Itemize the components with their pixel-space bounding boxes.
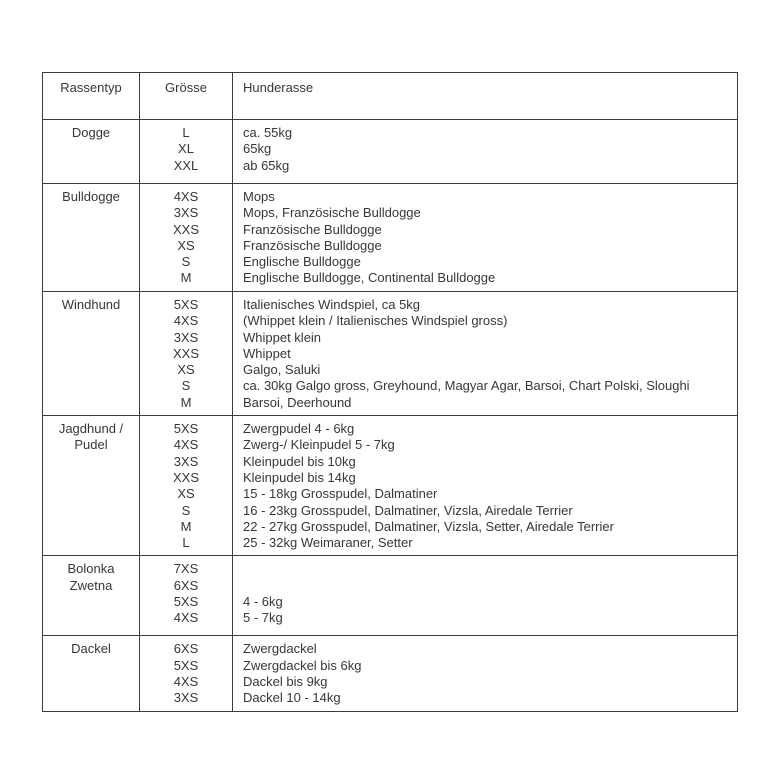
breed-type-cell — [43, 636, 140, 711]
size-label: XXS — [172, 345, 199, 361]
table-row — [43, 292, 738, 416]
breed-entry: Dackel 10 - 14kg — [243, 690, 341, 706]
size-label: 5XS — [173, 421, 199, 437]
breed-entry: Zwergdackel — [243, 641, 317, 657]
breed-entry: Französische Bulldogge — [243, 221, 382, 237]
size-label: S — [181, 254, 191, 270]
header-groesse: Grösse — [140, 73, 233, 120]
size-cell — [140, 184, 233, 292]
table-row — [43, 120, 738, 184]
size-label: 4XS — [173, 674, 199, 690]
breed-entry: 25 - 32kg Weimaraner, Setter — [243, 535, 413, 551]
breed-list-cell — [233, 416, 738, 556]
size-label: 7XS — [173, 561, 199, 577]
size-label: 6XS — [173, 577, 199, 593]
size-label: L — [182, 535, 190, 551]
breed-type-line: Pudel — [74, 437, 108, 453]
breed-entry: ab 65kg — [243, 157, 290, 173]
breed-entry: Englische Bulldogge, Continental Bulldogge — [243, 270, 496, 286]
header-hunderasse: Hunderasse — [233, 73, 738, 120]
size-label: 5XS — [173, 297, 199, 312]
breed-entry — [243, 578, 729, 594]
breed-list-cell — [233, 120, 738, 184]
size-cell — [140, 120, 233, 184]
size-label: XS — [177, 362, 195, 378]
size-cell — [140, 292, 233, 416]
breed-entry: 4 - 6kg — [243, 594, 283, 610]
breed-entry: 15 - 18kg Grosspudel, Dalmatiner — [243, 486, 438, 502]
breed-type-cell — [43, 120, 140, 184]
breed-entry: 5 - 7kg — [243, 610, 283, 626]
breed-list-cell — [233, 184, 738, 292]
size-label: 4XS — [173, 437, 199, 453]
breed-entry: Zwergpudel 4 - 6kg — [243, 421, 355, 437]
header-rassentyp: Rassentyp — [43, 73, 140, 120]
breed-entry: Englische Bulldogge — [243, 254, 361, 270]
breed-type-cell — [43, 184, 140, 292]
breed-type-line: Dogge — [71, 125, 111, 140]
breed-entry: Dackel bis 9kg — [243, 674, 328, 690]
breed-entry: Galgo, Saluki — [243, 362, 321, 378]
breed-entry: Italienisches Windspiel, ca 5kg — [243, 297, 421, 312]
breed-list-cell — [233, 636, 738, 711]
size-cell — [140, 556, 233, 636]
table-row — [43, 184, 738, 292]
size-label: S — [181, 502, 191, 518]
breed-entry: Französische Bulldogge — [243, 237, 382, 253]
breed-entry: Mops — [243, 189, 275, 204]
size-cell — [140, 636, 233, 711]
breed-entry: ca. 30kg Galgo gross, Greyhound, Magyar Agar, Barsoi, Chart Polski, Sloughi — [243, 378, 690, 394]
breed-entry: 65kg — [243, 141, 272, 157]
size-label: XS — [177, 237, 195, 253]
size-cell — [140, 416, 233, 556]
breed-entry: Zwerg-/ Kleinpudel 5 - 7kg — [243, 437, 395, 453]
size-label: L — [182, 125, 190, 140]
size-label: XXS — [172, 221, 199, 237]
breed-entry: (Whippet klein / Italienisches Windspiel gross) — [243, 313, 508, 329]
table-row — [43, 636, 738, 711]
size-label: 5XS — [173, 594, 199, 610]
table-row — [43, 556, 738, 636]
breed-entry: Kleinpudel bis 10kg — [243, 453, 356, 469]
header-row — [43, 73, 738, 120]
breed-entry: 22 - 27kg Grosspudel, Dalmatiner, Vizsla, Setter, Airedale Terrier — [243, 518, 614, 534]
breed-entry: Whippet — [243, 345, 291, 361]
size-label: 3XS — [173, 690, 199, 706]
size-label: 4XS — [173, 313, 199, 329]
breed-entry: Kleinpudel bis 14kg — [243, 469, 356, 485]
breed-entry — [243, 561, 729, 577]
size-label: 3XS — [173, 205, 199, 221]
size-label: M — [180, 518, 192, 534]
breed-type-line: Dackel — [71, 641, 111, 657]
breed-entry: ca. 55kg — [243, 125, 293, 140]
size-label: 5XS — [173, 657, 199, 673]
size-label: M — [180, 270, 192, 286]
breed-type-line: Bolonka — [67, 561, 115, 577]
size-label: M — [180, 394, 192, 410]
table-body — [43, 120, 738, 712]
size-label: 4XS — [173, 189, 199, 204]
breed-entry: Zwergdackel bis 6kg — [243, 657, 362, 673]
size-label: XXS — [172, 469, 199, 485]
dog-size-table — [42, 72, 738, 712]
breed-list-cell — [233, 556, 738, 636]
breed-type-line: Jagdhund / — [58, 421, 124, 437]
breed-entry: 16 - 23kg Grosspudel, Dalmatiner, Vizsla, Airedale Terrier — [243, 502, 573, 518]
size-label: S — [181, 378, 191, 394]
breed-type-cell — [43, 556, 140, 636]
size-label: 4XS — [173, 610, 199, 626]
breed-type-cell — [43, 416, 140, 556]
size-label: XS — [177, 486, 195, 502]
breed-entry: Whippet klein — [243, 329, 322, 345]
size-label: 3XS — [173, 329, 199, 345]
breed-type-line: Bulldogge — [62, 189, 120, 204]
size-label: XL — [178, 141, 194, 157]
breed-type-line: Zwetna — [69, 577, 113, 593]
size-label: XXL — [173, 157, 199, 173]
breed-entry: Barsoi, Deerhound — [243, 394, 352, 410]
breed-type-cell — [43, 292, 140, 416]
table-row — [43, 416, 738, 556]
size-label: 3XS — [173, 453, 199, 469]
table-head — [43, 73, 738, 120]
breed-type-line: Windhund — [61, 297, 121, 312]
breed-list-cell — [233, 292, 738, 416]
size-label: 6XS — [173, 641, 199, 657]
breed-entry: Mops, Französische Bulldogge — [243, 205, 421, 221]
